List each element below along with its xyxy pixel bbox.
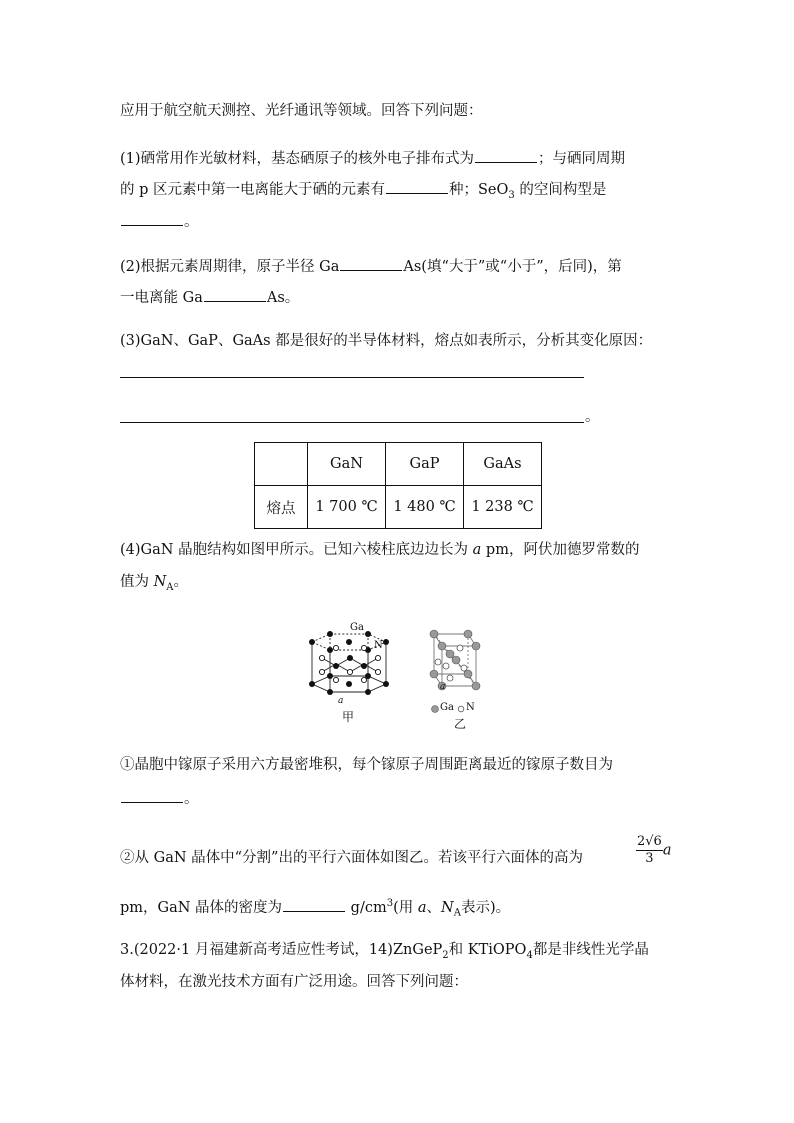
answer-blank[interactable]	[475, 147, 537, 163]
q2-text-a: (2)根据元素周期律，原子半径 Ga	[120, 259, 340, 275]
q4-var-n: N	[153, 574, 167, 590]
q4-sub1-line-1: ①晶胞中镓原子采用六方最密堆积，每个镓原子周围距离最近的镓原子数目为	[120, 757, 613, 773]
q1-end: 。	[184, 214, 199, 230]
q4-sub2-text: ②从 GaN 晶体中“分割”出的平行六面体如图乙。若该平行六面体的高为	[120, 850, 583, 866]
q2-text-d: As。	[266, 290, 300, 306]
q4-sub2-sup: 3	[386, 898, 394, 909]
fraction-denominator: 3	[645, 851, 654, 866]
q4-line-1	[120, 540, 639, 560]
q4-sub2-text-c: (用	[393, 899, 418, 916]
q4-sub1-end: 。	[184, 791, 199, 807]
q4-sub2-var-a: a	[417, 899, 427, 916]
nitrogen-legend-icon	[458, 706, 464, 712]
q1-line-3	[120, 210, 199, 232]
q4-text-a: (4)GaN 晶胞结构如图甲所示。已知六棱柱底边边长为	[120, 542, 473, 558]
gallium-legend-icon	[432, 706, 439, 713]
figure-caption-jia: 甲	[342, 710, 355, 724]
table-header-cell: GaAs	[464, 443, 542, 486]
q5-text-b: 和 KTiOPO	[448, 942, 527, 958]
q4-sub2-subscript: A	[453, 907, 461, 919]
legend-ga-label: Ga	[440, 702, 454, 713]
q4-sub2-unit: g/cm	[346, 899, 387, 916]
table-header-cell: GaP	[386, 443, 464, 486]
table-cell: 1 238 ℃	[464, 486, 542, 529]
q2-line-1	[120, 255, 622, 277]
q5-text-c: 都是非线性光学晶	[532, 942, 649, 958]
table-cell: 1 700 ℃	[308, 486, 386, 529]
q4-line-2	[120, 572, 188, 598]
answer-blank[interactable]	[340, 255, 402, 271]
fraction-numerator: 2√6	[637, 834, 662, 849]
q4-sub2-line-2	[120, 894, 510, 924]
q4-sub2-var-n: N	[441, 899, 454, 916]
q4-sub2-text-d: 表示)。	[460, 899, 511, 916]
intro-text: 应用于航空航天测控、光纤通讯等领域。回答下列问题：	[120, 103, 483, 119]
q4-subscript: A	[166, 581, 174, 593]
legend-n-label: N	[466, 702, 475, 713]
q5-subscript-2: 4	[526, 949, 533, 961]
answer-blank[interactable]	[121, 787, 183, 803]
melting-point-table	[254, 442, 542, 529]
q4-text-c: 值为	[120, 574, 154, 590]
q3-line-1: (3)GaN、GaP、GaAs 都是很好的半导体材料，熔点如表所示，分析其变化原因：	[120, 333, 653, 349]
q1-text-c: 的 p 区元素中第一电离能大于硒的元素有	[120, 182, 385, 198]
q1-line-2	[120, 178, 606, 206]
fraction-var-a: a	[662, 842, 672, 859]
q2-text-b: As(填“大于”或“小于”，后同)，第	[403, 259, 622, 275]
q1-text-e: 的空间构型是	[514, 182, 607, 198]
q4-sub2-sep: 、	[426, 899, 442, 916]
answer-line[interactable]	[120, 377, 584, 378]
table-header-cell: GaN	[308, 443, 386, 486]
answer-blank[interactable]	[121, 210, 183, 226]
q4-sub2-text-b: pm，GaN 晶体的密度为	[120, 899, 283, 916]
table-row-label: 熔点	[255, 486, 308, 529]
fig-label-a: a	[338, 696, 344, 706]
answer-blank[interactable]	[204, 286, 266, 302]
fig-label-n: N	[374, 640, 383, 651]
q4-text-b: pm，阿伏加德罗常数的	[481, 542, 640, 558]
q2-text-c: 一电离能 Ga	[120, 290, 203, 306]
answer-blank[interactable]	[386, 178, 448, 194]
figure-caption-yi: 乙	[454, 717, 467, 731]
answer-blank[interactable]	[283, 896, 345, 912]
q5-line-2: 体材料，在激光技术方面有广泛用途。回答下列问题：	[120, 974, 468, 990]
table-header-row	[255, 443, 542, 486]
q5-line-1	[120, 940, 649, 966]
q4-var-a: a	[472, 542, 482, 558]
table-cell: 1 480 ℃	[386, 486, 464, 529]
answer-line[interactable]	[120, 422, 584, 423]
fig-label-ga: Ga	[350, 622, 364, 633]
q4-sub1-line-2	[120, 787, 199, 809]
q4-sub2-line-1	[120, 848, 583, 868]
table-row	[255, 486, 542, 529]
q5-subscript-1: 2	[442, 949, 449, 961]
q1-text-a: (1)硒常用作光敏材料，基态硒原子的核外电子排布式为	[120, 151, 475, 167]
q1-text-b: ；与硒同周期	[538, 151, 626, 167]
fraction	[636, 834, 663, 867]
q3-end: 。	[585, 409, 600, 425]
q4-text-d: 。	[173, 574, 189, 590]
fig-label-a2: a	[440, 682, 446, 692]
q1-text-d: 种；SeO	[449, 182, 509, 198]
q1-line-1	[120, 147, 625, 169]
height-fraction	[636, 834, 671, 867]
q1-subscript: 3	[508, 189, 515, 201]
table-header-cell	[255, 443, 308, 486]
q2-line-2	[120, 286, 299, 308]
q5-text-a: 3.(2022·1 月福建新高考适应性考试，14)ZnGeP	[120, 942, 443, 958]
crystal-figures	[300, 618, 500, 732]
